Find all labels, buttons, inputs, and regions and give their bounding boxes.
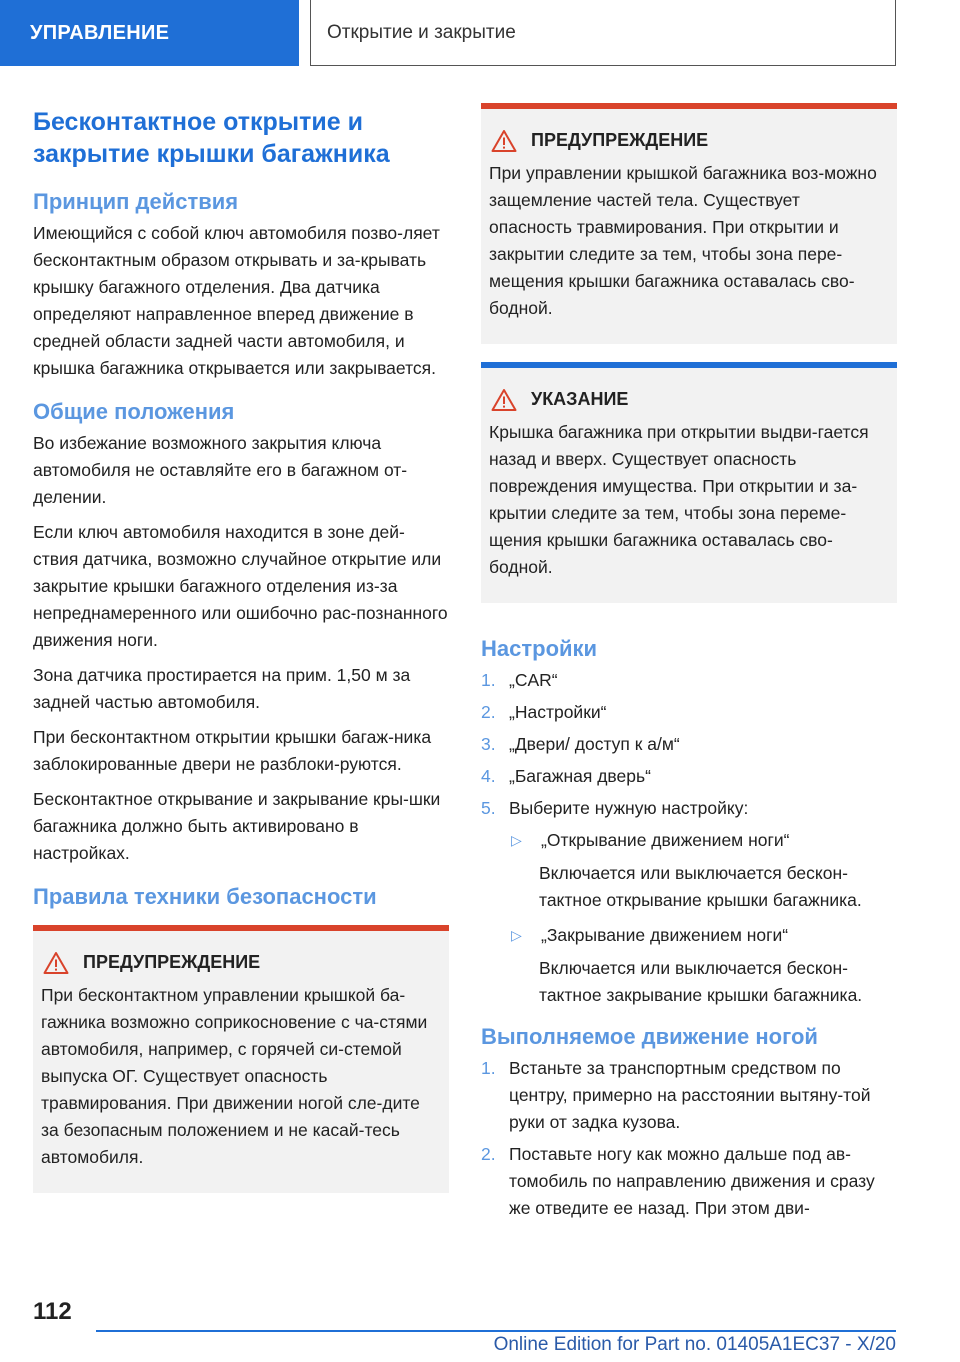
- heading-general: Общие положения: [33, 399, 235, 424]
- list-item-number: 5.: [481, 798, 496, 818]
- list-item-number: 1.: [481, 670, 496, 690]
- list-item: [481, 763, 897, 790]
- warning-title: ПРЕДУПРЕЖДЕНИЕ: [531, 130, 709, 150]
- header-chapter: [310, 0, 896, 66]
- warning-box-contact: [33, 925, 449, 1193]
- list-item-number: 1.: [481, 1058, 496, 1078]
- text-general-2: Если ключ автомобиля находится в зоне дей-ствия датчика, возможно случайное открытие или закрытие крышки багажного отделения из-за непреднамеренного или ошибочно рас-познанного движения ноги.: [33, 522, 448, 650]
- text-general-3: Зона датчика простирается на прим. 1,50 м за задней частью автомобиля.: [33, 665, 411, 712]
- sub-option-description: Включается или выключается бескон-тактное открывание крышки багажника.: [539, 863, 862, 910]
- heading-safety: Правила техники безопасности: [33, 884, 377, 909]
- warning-triangle-icon: [491, 129, 517, 153]
- warning-title-row: [489, 127, 887, 154]
- header-chapter-label: Открытие и закрытие: [327, 21, 516, 43]
- warning-triangle-icon: [491, 388, 517, 412]
- note-title-row: [489, 386, 887, 413]
- text-general-5: Бесконтактное открывание и закрывание кры-шки багажника должно быть активировано в настройках.: [33, 789, 441, 863]
- heading-motion: Выполняемое движение ногой: [481, 1024, 818, 1049]
- list-item-text: „CAR“: [509, 670, 558, 690]
- sub-option: [509, 922, 897, 949]
- text-general-4: При бесконтактном открытии крышки багаж-ника заблокированные двери не разблоки-руются.: [33, 727, 432, 774]
- triangle-bullet-icon: ▷: [511, 927, 522, 943]
- list-item-text: Поставьте ногу как можно дальше под ав-томобиль по направлению движения и сразу же отведите ее назад. При этом дви-: [509, 1144, 875, 1218]
- section-principle: [33, 188, 449, 382]
- list-item: [481, 1055, 897, 1136]
- heading-settings: Настройки: [481, 636, 598, 661]
- footer-divider: [96, 1330, 896, 1332]
- sub-option: [509, 827, 897, 854]
- list-item: [481, 795, 897, 822]
- heading-principle: Принцип действия: [33, 189, 239, 214]
- note-title: УКАЗАНИЕ: [531, 389, 629, 409]
- warning-triangle-icon: [43, 951, 69, 975]
- page-title: Бесконтактное открытие и закрытие крышки багажника: [33, 108, 390, 168]
- list-item-text: „Багажная дверь“: [509, 766, 651, 786]
- warning-text: При управлении крышкой багажника воз-можно защемление частей тела. Существует опасность травмирования. При открытии и закрытии следите за тем, чтобы зона пере-мещения крышки багажника оставалась сво-бодной.: [489, 163, 877, 318]
- warning-box-pinch: [481, 103, 897, 344]
- list-item: [481, 731, 897, 758]
- list-item: [481, 667, 897, 694]
- list-item-number: 4.: [481, 766, 496, 786]
- motion-steps-list: [481, 1055, 897, 1222]
- footer-edition: Online Edition for Part no. 01405A1EC37 - X/20: [493, 1334, 896, 1355]
- triangle-bullet-icon: ▷: [511, 832, 522, 848]
- sub-option-title: „Закрывание движением ноги“: [541, 925, 789, 945]
- list-item-text: Выберите нужную настройку:: [509, 798, 749, 818]
- list-item-number: 2.: [481, 702, 496, 722]
- header-section-label: УПРАВЛЕНИЕ: [30, 21, 170, 44]
- list-item-number: 3.: [481, 734, 496, 754]
- sub-option-description: Включается или выключается бескон-тактное закрывание крышки багажника.: [539, 958, 863, 1005]
- text-principle: Имеющийся с собой ключ автомобиля позво-ляет бесконтактным образом открывать и за-крывать крышку багажного отделения. Два датчика определяют направленное вперед движение в средней области задней части автомобиля, и крышка багажника открывается или закрывается.: [33, 223, 440, 378]
- list-item-number: 2.: [481, 1144, 496, 1164]
- sub-options: [509, 827, 897, 1009]
- list-item-text: „Настройки“: [509, 702, 607, 722]
- right-column: [481, 103, 897, 1236]
- header-section: [0, 0, 299, 66]
- left-column: [33, 100, 449, 1211]
- list-item-text: „Двери/ доступ к а/м“: [509, 734, 680, 754]
- settings-steps-list: [481, 667, 897, 1009]
- sub-option-title: „Открывание движением ноги“: [541, 830, 790, 850]
- list-item-text: Встаньте за транспортным средством по центру, примерно на расстоянии вытяну-той руки от задка кузова.: [509, 1058, 871, 1132]
- note-text: Крышка багажника при открытии выдви-гается назад и вверх. Существует опасность повреждения имущества. При открытии и за-крытии следите за тем, чтобы зона переме-щения крышки багажника оставалась сво-бодной.: [489, 422, 869, 577]
- list-item: [481, 699, 897, 726]
- warning-text: При бесконтактном управлении крышкой ба-гажника возможно соприкосновение с ча-стями автомобиля, например, с горячей си-стемой выпуска ОГ. Существует опасность травмирования. При движении ногой сле-дите за безопасным положением и не касай-тесь автомобиля.: [41, 985, 428, 1167]
- text-general-1: Во избежание возможного закрытия ключа автомобиля не оставляйте его в багажном от-делении.: [33, 433, 408, 507]
- note-box-damage: [481, 362, 897, 603]
- warning-title-row: [41, 949, 439, 976]
- warning-title: ПРЕДУПРЕЖДЕНИЕ: [83, 952, 261, 972]
- list-item: [481, 1141, 897, 1222]
- section-general: [33, 398, 449, 867]
- page-number: 112: [33, 1298, 72, 1325]
